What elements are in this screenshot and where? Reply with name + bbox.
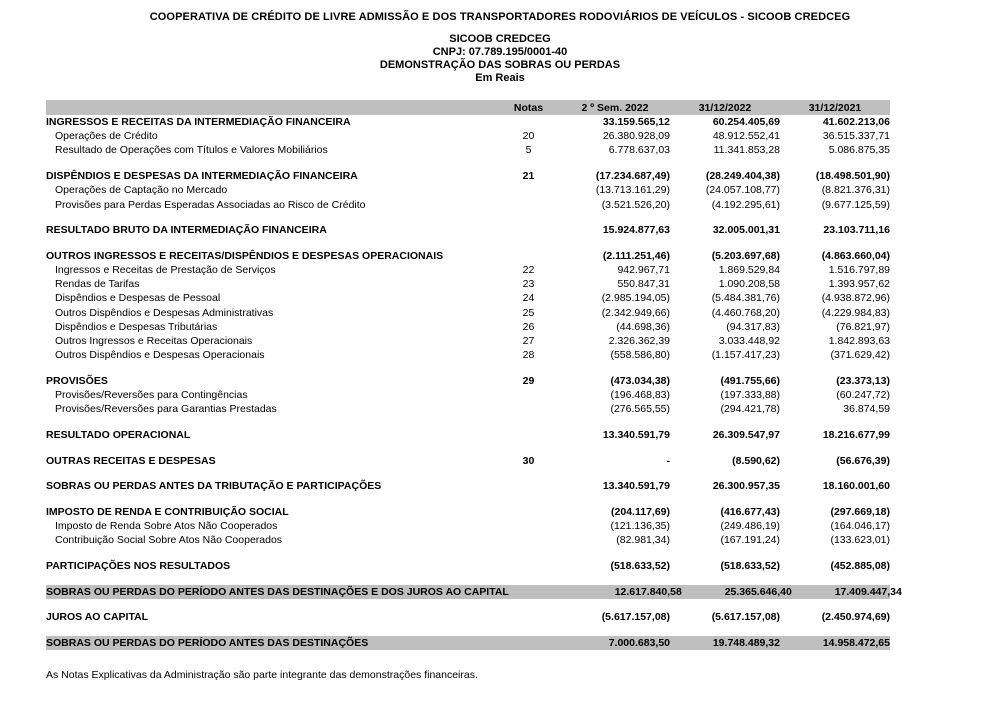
- row-value-31-12-2021: (452.885,08): [830, 560, 890, 573]
- table-row: [46, 519, 890, 533]
- table-row: [46, 636, 890, 650]
- row-spacer: [46, 362, 890, 374]
- row-nota: 22: [522, 264, 535, 277]
- row-value-31-12-2022: (5.203.697,68): [711, 249, 780, 262]
- row-label: JUROS AO CAPITAL: [46, 611, 149, 624]
- row-value-31-12-2022: 60.254.405,69: [712, 116, 780, 129]
- row-label: RESULTADO OPERACIONAL: [46, 428, 191, 441]
- table-row: [46, 348, 890, 362]
- row-value-31-12-2022: (167.191,24): [720, 534, 780, 547]
- row-label: Operações de Captação no Mercado: [55, 184, 228, 197]
- row-label: Rendas de Tarifas: [55, 278, 140, 291]
- row-value-31-12-2022: (28.249.404,38): [705, 170, 780, 183]
- table-row: [46, 223, 890, 237]
- row-value-31-12-2021: (371.629,42): [830, 349, 890, 362]
- row-value-31-12-2022: 26.300.957,35: [712, 480, 780, 493]
- row-spacer: [46, 573, 890, 585]
- table-row: [46, 334, 890, 348]
- row-value-31-12-2021: 18.216.677,99: [822, 428, 890, 441]
- row-nota: 27: [522, 335, 535, 348]
- row-spacer: [46, 599, 890, 611]
- row-value-31-12-2022: 11.341.853,28: [713, 144, 780, 157]
- table-row: [46, 428, 890, 442]
- row-value-31-12-2022: (249.486,19): [720, 520, 780, 533]
- table-row: [46, 249, 890, 263]
- row-value-31-12-2021: (8.821.376,31): [821, 184, 890, 197]
- row-value-31-12-2022: (518.633,52): [720, 560, 780, 573]
- company-name: COOPERATIVA DE CRÉDITO DE LIVRE ADMISSÃO E DOS TRANSPORTADORES RODOVIÁRIOS DE VEÍCULOS - SICOOB CREDCEG: [149, 11, 851, 23]
- row-value-31-12-2021: 1.393.957,62: [828, 278, 890, 291]
- row-nota: 20: [522, 130, 535, 143]
- row-value-31-12-2022: (4.460.768,20): [711, 306, 780, 319]
- row-spacer: [46, 548, 890, 560]
- row-nota: 28: [522, 349, 535, 362]
- row-value-sem2-2022: (2.985.194,05): [601, 292, 670, 305]
- row-value-31-12-2021: (23.373,13): [836, 374, 890, 387]
- row-value-31-12-2022: 25.365.646,40: [724, 585, 792, 598]
- row-value-31-12-2022: (197.333,88): [720, 389, 780, 402]
- row-value-31-12-2021: 14.958.472,65: [822, 637, 890, 650]
- row-label: OUTRAS RECEITAS E DESPESAS: [46, 454, 216, 467]
- row-spacer: [46, 625, 890, 637]
- row-value-31-12-2022: (94.317,83): [726, 320, 780, 333]
- row-value-sem2-2022: 33.159.565,12: [602, 116, 670, 129]
- row-value-31-12-2022: (4.192.295,61): [711, 198, 780, 211]
- row-label: Contribuição Social Sobre Atos Não Cooperados: [55, 534, 283, 547]
- table-row: [46, 291, 890, 305]
- table-row: [46, 143, 890, 157]
- row-label: DISPÊNDIOS E DESPESAS DA INTERMEDIAÇÃO FINANCEIRA: [46, 170, 358, 183]
- row-nota: 24: [522, 292, 535, 305]
- row-spacer: [46, 212, 890, 224]
- explanatory-note: As Notas Explicativas da Administração são parte integrante das demonstrações financeiras.: [46, 669, 478, 682]
- row-spacer: [46, 468, 890, 480]
- table-row: [46, 454, 890, 468]
- row-spacer: [46, 237, 890, 249]
- row-value-31-12-2022: (294.421,78): [720, 403, 780, 416]
- table-header-row: [46, 100, 890, 115]
- table-row: [46, 277, 890, 291]
- row-label: SOBRAS OU PERDAS DO PERÍODO ANTES DAS DESTINAÇÕES: [46, 637, 369, 650]
- row-value-31-12-2021: (76.821,97): [836, 320, 890, 333]
- row-value-31-12-2021: (9.677.125,59): [821, 198, 890, 211]
- table-row: [46, 533, 890, 547]
- table-row: [46, 610, 890, 624]
- row-label: IMPOSTO DE RENDA E CONTRIBUIÇÃO SOCIAL: [46, 506, 289, 519]
- row-value-31-12-2022: 32.005.001,31: [712, 224, 780, 237]
- row-value-31-12-2022: (24.057.108,77): [705, 184, 780, 197]
- row-label: Operações de Crédito: [55, 130, 158, 143]
- table-row: [46, 263, 890, 277]
- row-value-sem2-2022: 550.847,31: [617, 278, 670, 291]
- statement-title: DEMONSTRAÇÃO DAS SOBRAS OU PERDAS: [379, 59, 621, 71]
- table-row: [46, 505, 890, 519]
- row-nota: 26: [522, 320, 535, 333]
- row-value-sem2-2022: (5.617.157,08): [601, 611, 670, 624]
- row-value-sem2-2022: -: [666, 454, 670, 467]
- row-label: Outros Dispêndios e Despesas Operacionais: [55, 349, 265, 362]
- row-value-sem2-2022: 6.778.637,03: [608, 144, 670, 157]
- row-value-31-12-2021: 18.160.001,60: [822, 480, 890, 493]
- row-label: SOBRAS OU PERDAS ANTES DA TRIBUTAÇÃO E PARTICIPAÇÕES: [46, 480, 382, 493]
- row-value-31-12-2021: (56.676,39): [836, 454, 890, 467]
- row-label: OUTROS INGRESSOS E RECEITAS/DISPÊNDIOS E DESPESAS OPERACIONAIS: [46, 249, 444, 262]
- row-value-sem2-2022: (276.565,55): [610, 403, 670, 416]
- row-value-31-12-2021: (164.046,17): [830, 520, 890, 533]
- row-label: PARTICIPAÇÕES NOS RESULTADOS: [46, 560, 231, 573]
- entity-name: SICOOB CREDCEG: [449, 33, 551, 45]
- row-value-sem2-2022: (473.034,38): [610, 374, 670, 387]
- row-nota: 30: [522, 454, 535, 467]
- row-value-sem2-2022: (196.468,83): [610, 389, 670, 402]
- row-value-sem2-2022: 13.340.591,79: [602, 428, 670, 441]
- row-value-sem2-2022: (82.981,34): [616, 534, 670, 547]
- table-row: [46, 479, 890, 493]
- row-value-31-12-2021: 23.103.711,16: [823, 224, 890, 237]
- cnpj-line: CNPJ: 07.789.195/0001-40: [432, 46, 568, 58]
- currency-note: Em Reais: [475, 72, 525, 84]
- row-label: Resultado de Operações com Títulos e Valores Mobiliários: [55, 144, 328, 157]
- row-value-31-12-2022: (5.617.157,08): [711, 611, 780, 624]
- table-row: [46, 197, 890, 211]
- row-nota: 5: [525, 144, 532, 157]
- table-row: [46, 169, 890, 183]
- row-value-sem2-2022: (204.117,69): [611, 506, 670, 519]
- table-row: [46, 320, 890, 334]
- row-value-31-12-2022: 3.033.448,92: [718, 335, 780, 348]
- table-row: [46, 129, 890, 143]
- row-value-31-12-2021: 5.086.875,35: [828, 144, 890, 157]
- row-nota: 29: [522, 374, 535, 387]
- row-label: Dispêndios e Despesas de Pessoal: [55, 292, 221, 305]
- row-value-sem2-2022: 942.967,71: [617, 264, 670, 277]
- row-label: Ingressos e Receitas de Prestação de Serviços: [55, 264, 276, 277]
- row-value-sem2-2022: (558.586,80): [610, 349, 670, 362]
- row-value-31-12-2022: 26.309.547,97: [712, 428, 780, 441]
- row-value-31-12-2021: (133.623,01): [830, 534, 890, 547]
- row-value-31-12-2021: (18.498.501,90): [815, 170, 890, 183]
- row-value-sem2-2022: (3.521.526,20): [601, 198, 670, 211]
- row-value-sem2-2022: 2.326.362,39: [608, 335, 670, 348]
- row-value-31-12-2021: 41.602.213,06: [822, 116, 890, 129]
- row-nota: 25: [522, 306, 535, 319]
- row-value-sem2-2022: 26.380.928,09: [602, 130, 670, 143]
- row-value-31-12-2021: 1.516.797,89: [828, 264, 890, 277]
- statement-table: [46, 100, 902, 650]
- row-label: INGRESSOS E RECEITAS DA INTERMEDIAÇÃO FINANCEIRA: [46, 116, 351, 129]
- row-label: Provisões para Perdas Esperadas Associadas ao Risco de Crédito: [55, 198, 366, 211]
- row-value-31-12-2022: (416.677,43): [720, 506, 780, 519]
- row-nota: 23: [522, 278, 535, 291]
- row-value-sem2-2022: 12.617.840,58: [614, 585, 682, 598]
- row-value-31-12-2021: 17.409.447,34: [834, 585, 902, 598]
- row-label: Outros Ingressos e Receitas Operacionais: [55, 335, 253, 348]
- table-row: [46, 115, 890, 129]
- row-value-31-12-2021: (60.247,72): [836, 389, 890, 402]
- row-value-31-12-2022: (8.590,62): [732, 454, 780, 467]
- row-value-31-12-2022: (491.755,66): [720, 374, 780, 387]
- row-value-sem2-2022: (2.342.949,66): [601, 306, 670, 319]
- table-row: [46, 585, 902, 599]
- row-label: Outros Dispêndios e Despesas Administrativas: [55, 306, 274, 319]
- row-value-31-12-2022: 1.869.529,84: [718, 264, 780, 277]
- row-value-sem2-2022: 7.000.683,50: [608, 637, 670, 650]
- table-row: [46, 402, 890, 416]
- row-label: PROVISÕES: [46, 374, 108, 387]
- row-value-31-12-2021: 36.874,59: [843, 403, 890, 416]
- row-value-31-12-2022: 19.748.489,32: [712, 637, 780, 650]
- document-header: [0, 0, 1000, 85]
- column-header-notas: Notas: [513, 101, 544, 114]
- table-row: [46, 183, 890, 197]
- table-row: [46, 388, 890, 402]
- table-row: [46, 559, 890, 573]
- column-header-31-12-2021: 31/12/2021: [808, 101, 862, 114]
- column-header-31-12-2022: 31/12/2022: [698, 101, 752, 114]
- row-value-31-12-2022: (5.484.381,76): [711, 292, 780, 305]
- row-value-31-12-2021: (2.450.974,69): [821, 611, 890, 624]
- row-spacer: [46, 493, 890, 505]
- row-label: Imposto de Renda Sobre Atos Não Cooperados: [55, 520, 278, 533]
- column-header-sem2-2022: 2 º Sem. 2022: [581, 101, 649, 114]
- row-label: RESULTADO BRUTO DA INTERMEDIAÇÃO FINANCEIRA: [46, 224, 327, 237]
- row-value-sem2-2022: (13.713.161,29): [595, 184, 670, 197]
- row-value-31-12-2021: (4.863.660,04): [821, 249, 890, 262]
- row-value-sem2-2022: (2.111.251,46): [602, 249, 670, 262]
- row-value-sem2-2022: (518.633,52): [610, 560, 670, 573]
- row-value-31-12-2021: (4.938.872,96): [821, 292, 890, 305]
- row-value-sem2-2022: (121.136,35): [610, 520, 670, 533]
- row-label: Provisões/Reversões para Contingências: [55, 389, 248, 402]
- row-value-31-12-2021: (297.669,18): [830, 506, 890, 519]
- row-value-31-12-2021: (4.229.984,83): [821, 306, 890, 319]
- row-value-sem2-2022: 15.924.877,63: [602, 224, 670, 237]
- statement-table-body: [46, 115, 902, 650]
- row-spacer: [46, 416, 890, 428]
- table-row: [46, 306, 890, 320]
- row-value-31-12-2021: 36.515.337,71: [822, 130, 890, 143]
- row-spacer: [46, 158, 890, 170]
- row-label: SOBRAS OU PERDAS DO PERÍODO ANTES DAS DESTINAÇÕES E DOS JUROS AO CAPITAL: [46, 585, 509, 598]
- row-value-31-12-2022: 48.912.552,41: [712, 130, 780, 143]
- row-value-31-12-2021: 1.842.893,63: [828, 335, 890, 348]
- row-spacer: [46, 442, 890, 454]
- row-label: Provisões/Reversões para Garantias Prestadas: [55, 403, 277, 416]
- row-value-31-12-2022: 1.090.208,58: [718, 278, 780, 291]
- row-label: Dispêndios e Despesas Tributárias: [55, 320, 218, 333]
- row-value-sem2-2022: (17.234.687,49): [595, 170, 670, 183]
- row-value-31-12-2022: (1.157.417,23): [711, 349, 780, 362]
- row-value-sem2-2022: 13.340.591,79: [602, 480, 670, 493]
- row-nota: 21: [522, 170, 535, 183]
- table-row: [46, 374, 890, 388]
- row-value-sem2-2022: (44.698,36): [616, 320, 670, 333]
